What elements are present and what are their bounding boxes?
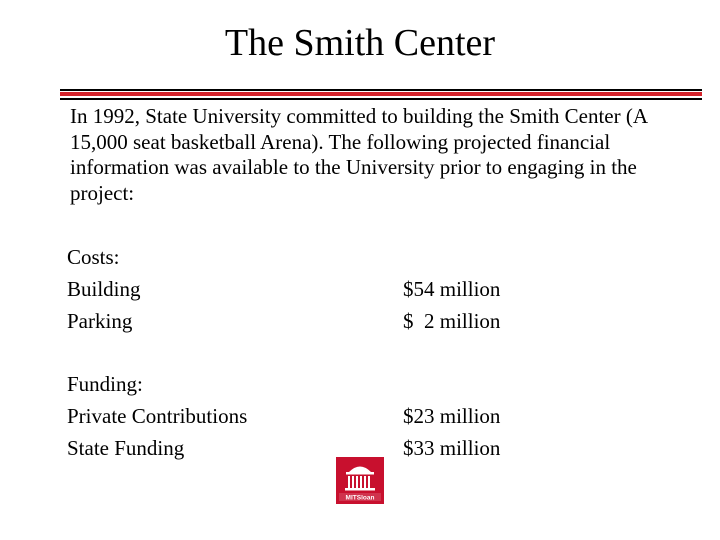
logo-entablature xyxy=(346,472,374,475)
cost-value-parking: $ 2 million xyxy=(403,309,501,333)
intro-paragraph: In 1992, State University committed to building the Smith Center (A 15,000 seat basketball Arena). The following projected financial information was available to the University prior to engaging in the project: xyxy=(70,104,647,205)
slide-title: The Smith Center xyxy=(224,22,496,64)
cost-label-parking: Parking xyxy=(67,309,133,333)
funding-value-state: $33 million xyxy=(403,436,501,460)
header-rule-red xyxy=(60,92,702,96)
cost-value-building: $54 million xyxy=(403,277,501,301)
funding-label-private: Private Contributions xyxy=(67,404,248,428)
logo-base xyxy=(345,488,375,491)
header-rule-bottom xyxy=(60,98,702,100)
funding-heading: Funding: xyxy=(67,372,143,396)
logo-wordmark: MITSloan xyxy=(345,494,375,502)
funding-value-private: $23 million xyxy=(403,404,501,428)
funding-label-state: State Funding xyxy=(67,436,185,460)
mit-sloan-logo xyxy=(336,457,384,504)
cost-label-building: Building xyxy=(67,277,141,301)
costs-heading: Costs: xyxy=(67,245,120,269)
header-rule-top xyxy=(60,89,702,91)
